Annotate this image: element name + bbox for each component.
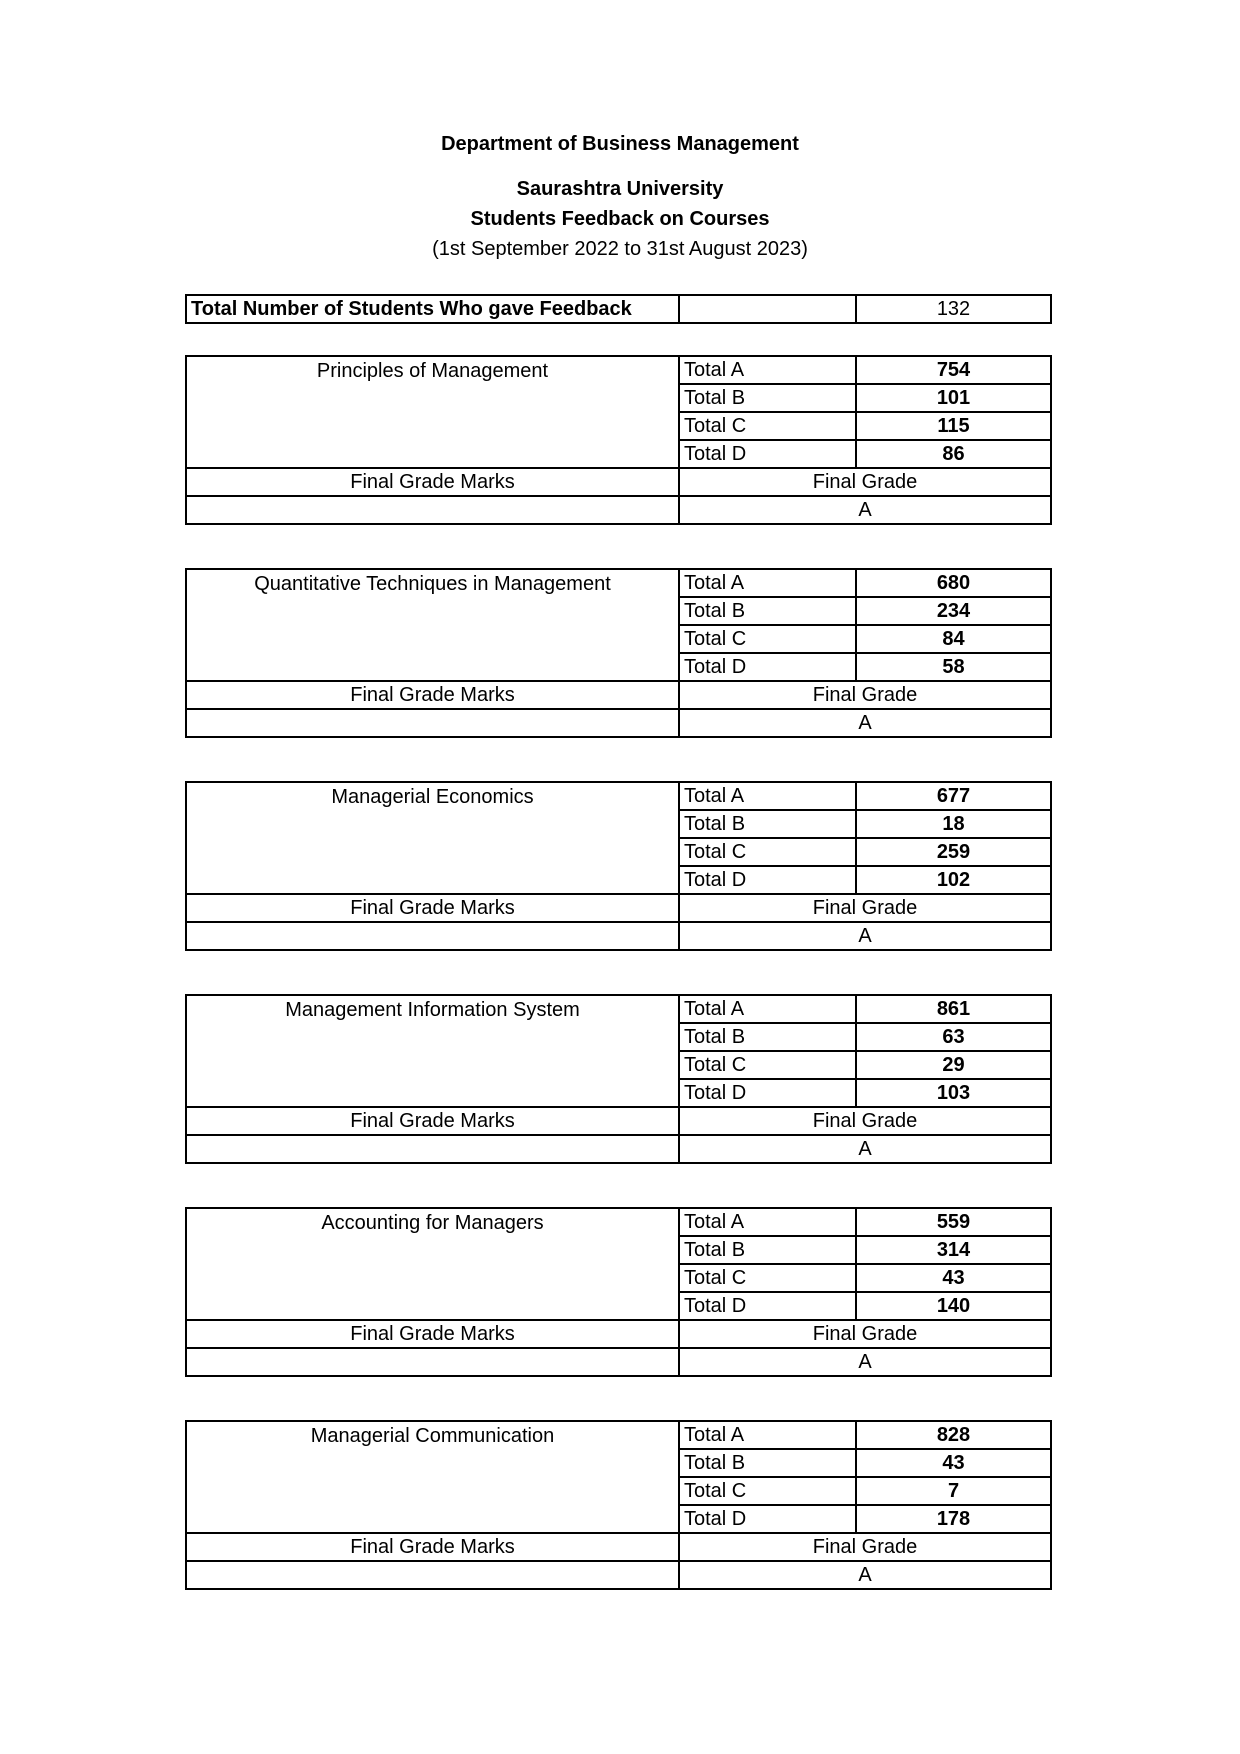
course-name: Management Information System: [186, 995, 679, 1107]
final-grade-marks-label: Final Grade Marks: [186, 681, 679, 709]
final-grade-value-row: [186, 1348, 1051, 1376]
total-c-value: 43: [856, 1264, 1051, 1292]
total-d-value: 102: [856, 866, 1051, 894]
total-b-value: 234: [856, 597, 1051, 625]
final-grade-label: Final Grade: [679, 1533, 1051, 1561]
total-a-label: Total A: [679, 356, 856, 384]
total-a-value: 559: [856, 1208, 1051, 1236]
final-grade-value: A: [679, 496, 1051, 524]
course-table-3: [185, 781, 1052, 951]
final-grade-header-row: [186, 1320, 1051, 1348]
final-grade-value: A: [679, 1135, 1051, 1163]
final-grade-value-row: [186, 709, 1051, 737]
final-grade-label: Final Grade: [679, 1320, 1051, 1348]
total-b-value: 101: [856, 384, 1051, 412]
total-d-label: Total D: [679, 440, 856, 468]
total-a-row: [186, 995, 1051, 1023]
final-grade-header-row: [186, 681, 1051, 709]
total-a-value: 680: [856, 569, 1051, 597]
total-d-value: 103: [856, 1079, 1051, 1107]
final-grade-marks-value: [186, 709, 679, 737]
final-grade-value: A: [679, 1561, 1051, 1589]
final-grade-value: A: [679, 922, 1051, 950]
total-b-label: Total B: [679, 1236, 856, 1264]
total-c-value: 84: [856, 625, 1051, 653]
department-heading: Department of Business Management: [441, 133, 799, 155]
total-b-label: Total B: [679, 810, 856, 838]
total-a-row: [186, 1208, 1051, 1236]
summary-table: [185, 294, 1052, 324]
final-grade-marks-value: [186, 1348, 679, 1376]
total-d-label: Total D: [679, 1505, 856, 1533]
final-grade-label: Final Grade: [679, 468, 1051, 496]
total-b-value: 314: [856, 1236, 1051, 1264]
summary-label: Total Number of Students Who gave Feedback: [186, 295, 679, 323]
final-grade-value-row: [186, 1561, 1051, 1589]
final-grade-label: Final Grade: [679, 894, 1051, 922]
total-a-row: [186, 1421, 1051, 1449]
final-grade-marks-label: Final Grade Marks: [186, 1107, 679, 1135]
total-b-label: Total B: [679, 1449, 856, 1477]
total-c-label: Total C: [679, 1264, 856, 1292]
final-grade-marks-label: Final Grade Marks: [186, 1320, 679, 1348]
course-table-6: [185, 1420, 1052, 1590]
total-c-value: 115: [856, 412, 1051, 440]
total-d-value: 58: [856, 653, 1051, 681]
total-c-label: Total C: [679, 1477, 856, 1505]
course-table-5: [185, 1207, 1052, 1377]
total-a-label: Total A: [679, 782, 856, 810]
course-table-2: [185, 568, 1052, 738]
total-a-row: [186, 782, 1051, 810]
final-grade-value: A: [679, 1348, 1051, 1376]
final-grade-header-row: [186, 1533, 1051, 1561]
total-d-label: Total D: [679, 653, 856, 681]
summary-value: 132: [856, 295, 1051, 323]
total-a-value: 861: [856, 995, 1051, 1023]
course-name: Principles of Management: [186, 356, 679, 468]
final-grade-label: Final Grade: [679, 681, 1051, 709]
total-a-value: 677: [856, 782, 1051, 810]
course-name: Managerial Communication: [186, 1421, 679, 1533]
total-c-label: Total C: [679, 412, 856, 440]
total-a-row: [186, 569, 1051, 597]
total-d-value: 140: [856, 1292, 1051, 1320]
final-grade-marks-label: Final Grade Marks: [186, 1533, 679, 1561]
total-a-label: Total A: [679, 995, 856, 1023]
total-a-value: 754: [856, 356, 1051, 384]
report-title: Students Feedback on Courses: [470, 208, 770, 230]
total-a-row: [186, 356, 1051, 384]
total-c-label: Total C: [679, 1051, 856, 1079]
total-b-label: Total B: [679, 1023, 856, 1051]
course-name: Managerial Economics: [186, 782, 679, 894]
summary-empty-cell: [679, 295, 856, 323]
summary-row: [186, 295, 1051, 323]
total-d-value: 178: [856, 1505, 1051, 1533]
total-d-label: Total D: [679, 1079, 856, 1107]
final-grade-marks-value: [186, 496, 679, 524]
final-grade-header-row: [186, 894, 1051, 922]
total-d-label: Total D: [679, 866, 856, 894]
total-a-label: Total A: [679, 1421, 856, 1449]
total-b-label: Total B: [679, 384, 856, 412]
total-b-value: 43: [856, 1449, 1051, 1477]
final-grade-marks-label: Final Grade Marks: [186, 894, 679, 922]
final-grade-marks-value: [186, 1561, 679, 1589]
total-d-value: 86: [856, 440, 1051, 468]
final-grade-header-row: [186, 1107, 1051, 1135]
final-grade-marks-label: Final Grade Marks: [186, 468, 679, 496]
final-grade-marks-value: [186, 1135, 679, 1163]
final-grade-value-row: [186, 1135, 1051, 1163]
course-table-4: [185, 994, 1052, 1164]
final-grade-value-row: [186, 922, 1051, 950]
final-grade-marks-value: [186, 922, 679, 950]
report-period: (1st September 2022 to 31st August 2023): [432, 238, 808, 260]
total-a-label: Total A: [679, 1208, 856, 1236]
final-grade-value: A: [679, 709, 1051, 737]
course-name: Quantitative Techniques in Management: [186, 569, 679, 681]
total-d-label: Total D: [679, 1292, 856, 1320]
total-c-value: 29: [856, 1051, 1051, 1079]
total-b-label: Total B: [679, 597, 856, 625]
total-c-value: 259: [856, 838, 1051, 866]
final-grade-header-row: [186, 468, 1051, 496]
course-table-1: [185, 355, 1052, 525]
total-c-label: Total C: [679, 625, 856, 653]
final-grade-value-row: [186, 496, 1051, 524]
total-a-value: 828: [856, 1421, 1051, 1449]
total-c-label: Total C: [679, 838, 856, 866]
total-b-value: 63: [856, 1023, 1051, 1051]
total-b-value: 18: [856, 810, 1051, 838]
total-a-label: Total A: [679, 569, 856, 597]
total-c-value: 7: [856, 1477, 1051, 1505]
course-name: Accounting for Managers: [186, 1208, 679, 1320]
final-grade-label: Final Grade: [679, 1107, 1051, 1135]
university-name: Saurashtra University: [516, 178, 724, 200]
